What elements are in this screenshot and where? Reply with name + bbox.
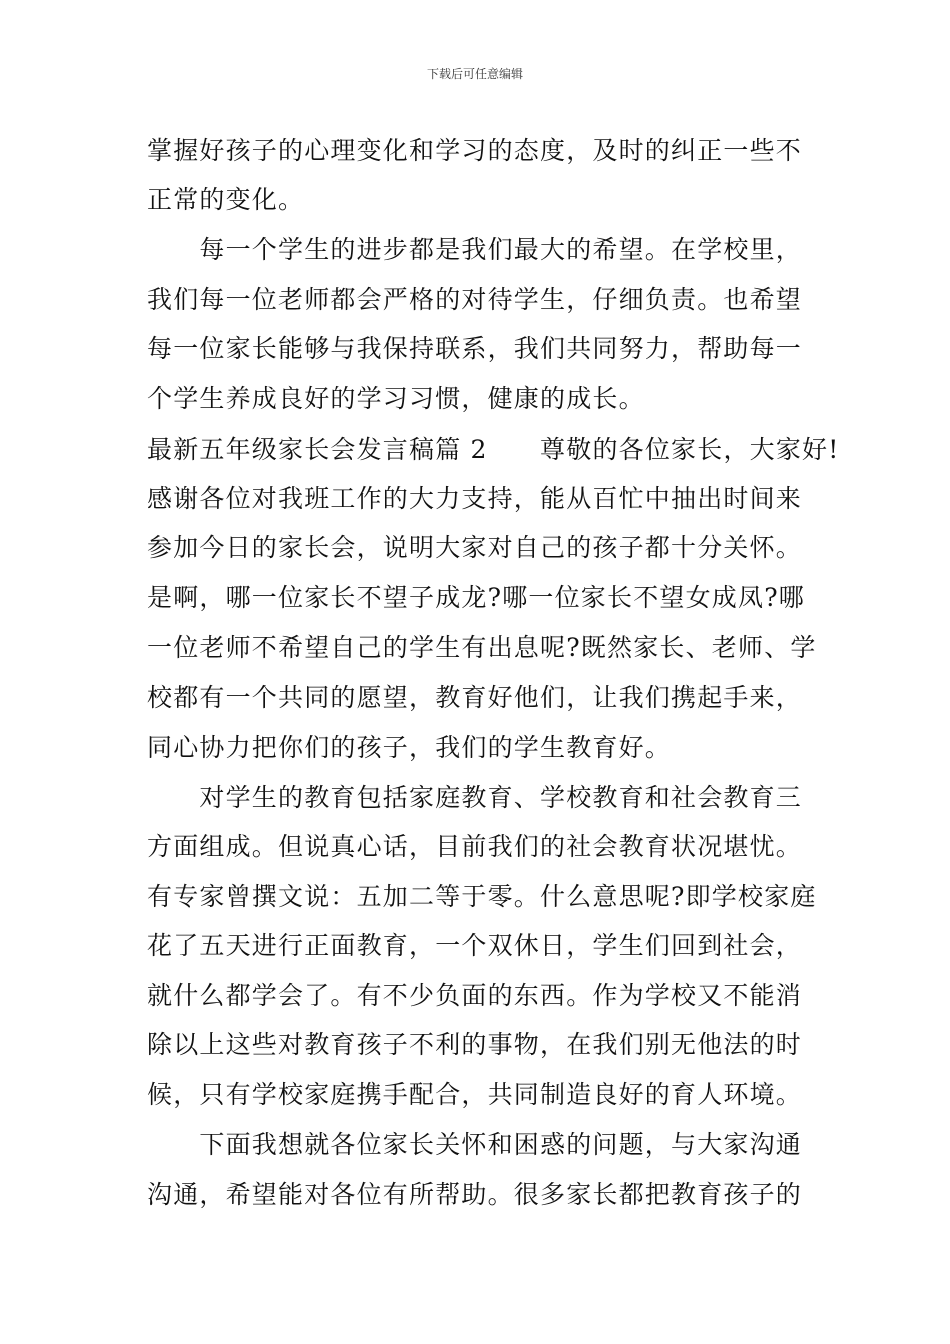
text-line: 除以上这些对教育孩子不利的事物，在我们别无他法的时 (147, 1030, 803, 1059)
text-line: 正常的变化。 (147, 185, 305, 214)
text-line: 一位老师不希望自己的学生有出息呢?既然家长、老师、学 (147, 633, 817, 662)
text-line: 每一个学生的进步都是我们最大的希望。在学校里， (147, 235, 803, 264)
text-line: 同心协力把你们的孩子，我们的学生教育好。 (147, 733, 672, 762)
text-line: 每一位家长能够与我保持联系，我们共同努力，帮助每一 (147, 334, 803, 363)
text-line: 感谢各位对我班工作的大力支持，能从百忙中抽出时间来 (147, 484, 803, 513)
text-line: 是啊，哪一位家长不望子成龙?哪一位家长不望女成凤?哪 (147, 583, 806, 612)
text-line: 下面我想就各位家长关怀和困惑的问题，与大家沟通 (147, 1130, 803, 1159)
text-line: 花了五天进行正面教育，一个双休日，学生们回到社会， (147, 931, 803, 960)
section-heading: 最新五年级家长会发言稿篇 2 尊敬的各位家长，大家好! (147, 435, 840, 464)
text-line: 有专家曾撰文说：五加二等于零。什么意思呢?即学校家庭 (147, 882, 817, 911)
text-line: 参加今日的家长会，说明大家对自己的孩子都十分关怀。 (147, 533, 803, 562)
text-line: 就什么都学会了。有不少负面的东西。作为学校又不能消 (147, 981, 803, 1010)
text-line: 方面组成。但说真心话，目前我们的社会教育状况堪忧。 (147, 832, 803, 861)
text-line: 对学生的教育包括家庭教育、学校教育和社会教育三 (147, 783, 803, 812)
text-line: 我们每一位老师都会严格的对待学生，仔细负责。也希望 (147, 285, 803, 314)
text-line: 校都有一个共同的愿望，教育好他们，让我们携起手来， (147, 683, 803, 712)
page-header: 下载后可任意编辑 (426, 67, 523, 81)
text-line: 个学生养成良好的学习习惯，健康的成长。 (147, 384, 645, 413)
text-line: 沟通，希望能对各位有所帮助。很多家长都把教育孩子的 (147, 1180, 803, 1209)
text-line: 候，只有学校家庭携手配合，共同制造良好的育人环境。 (147, 1080, 803, 1109)
text-line: 掌握好孩子的心理变化和学习的态度，及时的纠正一些不 (147, 136, 803, 165)
